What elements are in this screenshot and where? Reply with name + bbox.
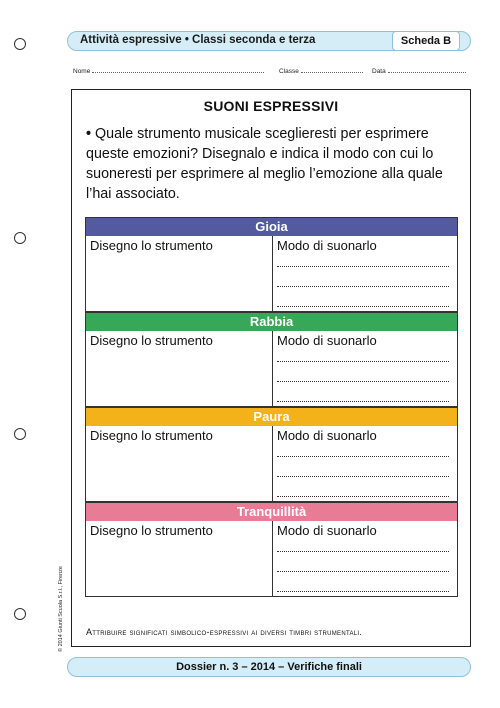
classe-label: Classe	[279, 68, 299, 75]
dotted-line[interactable]	[277, 496, 449, 497]
draw-label: Disegno lo strumento	[90, 238, 213, 253]
dotted-line[interactable]	[277, 456, 449, 457]
footer-text: Dossier n. 3 – 2014 – Verifiche finali	[176, 661, 362, 673]
draw-label: Disegno lo strumento	[90, 428, 213, 443]
dotted-line[interactable]	[277, 591, 449, 592]
nome-field[interactable]	[73, 66, 264, 75]
dotted-line[interactable]	[277, 401, 449, 402]
question-text	[86, 124, 458, 204]
draw-area[interactable]	[86, 521, 273, 596]
write-label: Modo di suonarlo	[277, 333, 377, 348]
section-gioia	[85, 217, 458, 312]
section-header: Paura	[86, 408, 457, 426]
scheda-label: Scheda B	[392, 31, 460, 51]
worksheet-title: SUONI ESPRESSIVI	[203, 98, 339, 114]
draw-area[interactable]	[86, 236, 273, 311]
draw-area[interactable]	[86, 331, 273, 406]
write-label: Modo di suonarlo	[277, 238, 377, 253]
learning-objective: Attribuire significati simbolico-espressivi ai diversi timbri strumentali.	[86, 627, 363, 637]
dotted-line[interactable]	[277, 306, 449, 307]
bullet-icon: •	[86, 126, 92, 142]
binder-hole-4	[14, 608, 26, 620]
dotted-line[interactable]	[277, 571, 449, 572]
section-rabbia	[85, 312, 458, 407]
write-area[interactable]	[273, 426, 457, 501]
classe-dots	[301, 66, 363, 73]
dotted-line[interactable]	[277, 476, 449, 477]
data-label: Data	[372, 68, 386, 75]
write-area[interactable]	[273, 236, 457, 311]
nome-dots	[92, 66, 264, 73]
draw-label: Disegno lo strumento	[90, 523, 213, 538]
write-area[interactable]	[273, 521, 457, 596]
draw-area[interactable]	[86, 426, 273, 501]
question-body: Quale strumento musicale sceglieresti per esprimere queste emozioni? Disegnalo e indica il modo con cui lo suoneresti per esprimere al meglio l’emozione alla quale l’hai associato.	[86, 126, 443, 202]
section-header: Tranquillità	[86, 503, 457, 521]
binder-hole-1	[14, 38, 26, 50]
header-title: Attività espressive • Classi seconda e terza	[80, 34, 316, 46]
data-field[interactable]	[372, 66, 466, 75]
footer-bar	[67, 657, 471, 677]
draw-label: Disegno lo strumento	[90, 333, 213, 348]
worksheet-card	[71, 89, 471, 647]
dotted-line[interactable]	[277, 361, 449, 362]
binder-hole-3	[14, 428, 26, 440]
section-paura	[85, 407, 458, 502]
copyright-text: © 2014 Giunti Scuola S.r.l., Firenze	[58, 566, 64, 652]
dotted-line[interactable]	[277, 551, 449, 552]
write-label: Modo di suonarlo	[277, 523, 377, 538]
dotted-line[interactable]	[277, 266, 449, 267]
section-header: Rabbia	[86, 313, 457, 331]
classe-field[interactable]	[279, 66, 363, 75]
header-bar	[67, 31, 471, 51]
nome-label: Nome	[73, 68, 91, 75]
write-area[interactable]	[273, 331, 457, 406]
dotted-line[interactable]	[277, 381, 449, 382]
binder-hole-2	[14, 232, 26, 244]
dotted-line[interactable]	[277, 286, 449, 287]
data-dots	[388, 66, 466, 73]
section-tranquillita	[85, 502, 458, 597]
section-header: Gioia	[86, 218, 457, 236]
write-label: Modo di suonarlo	[277, 428, 377, 443]
